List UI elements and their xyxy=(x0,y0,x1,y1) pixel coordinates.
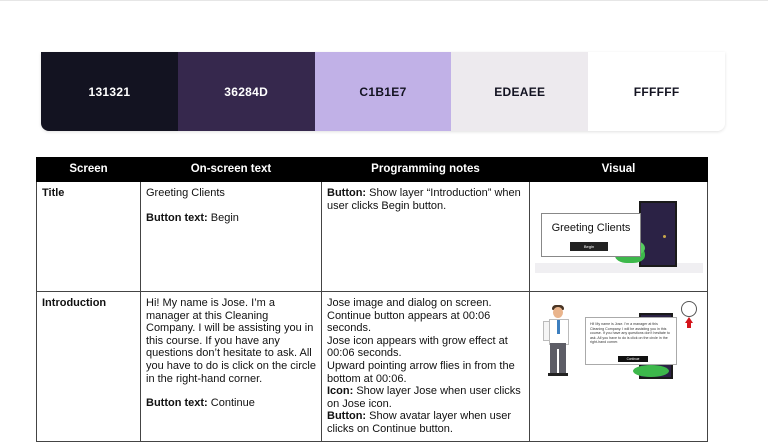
screen-cell xyxy=(37,182,141,292)
visual-cell xyxy=(530,292,708,442)
jose-tie xyxy=(557,320,560,334)
button-text-value: Begin xyxy=(207,211,239,224)
button-note-text: Show avatar layer when user clicks on Continue button. xyxy=(327,410,512,435)
header-onscreen-text: On-screen text xyxy=(141,158,322,182)
palette-swatch xyxy=(315,52,452,131)
screen-name: Introduction xyxy=(42,297,107,309)
button-text-label: Button text: xyxy=(146,397,208,410)
swatch-label: 36284D xyxy=(224,84,269,99)
jose-shoes xyxy=(548,373,568,376)
swatch-label: C1B1E7 xyxy=(359,84,407,99)
icon-note-label: Icon: xyxy=(327,385,354,398)
button-text-line xyxy=(146,212,316,225)
floor-shape xyxy=(535,263,703,273)
thumbnail-continue-button: Continue xyxy=(618,356,648,362)
button-note-label: Button: xyxy=(327,187,367,199)
title-slide-thumbnail xyxy=(535,191,703,273)
header-screen: Screen xyxy=(37,158,141,182)
bush-icon xyxy=(633,365,669,377)
header-programming-notes: Programming notes xyxy=(322,158,530,182)
storyboard-table xyxy=(36,157,708,442)
swatch-label: EDEAEE xyxy=(494,84,546,99)
onscreen-text-cell xyxy=(141,292,322,442)
jose-head xyxy=(553,307,563,318)
programming-notes-cell xyxy=(322,292,530,442)
title-panel xyxy=(541,213,641,257)
jose-legs-gap xyxy=(557,349,559,373)
jose-dialog-box xyxy=(585,317,677,365)
screen-name: Title xyxy=(42,187,65,199)
thumbnail-title: Greeting Clients xyxy=(551,222,631,234)
thumbnail-begin-button: Begin xyxy=(570,242,608,251)
palette-swatch xyxy=(41,52,178,131)
table-row xyxy=(37,292,708,442)
programming-notes-cell xyxy=(322,182,530,292)
color-palette xyxy=(41,52,725,131)
top-divider xyxy=(0,0,768,1)
palette-swatch xyxy=(588,52,725,131)
icon-note-text: Show layer Jose when user clicks on Jose icon. xyxy=(327,385,521,410)
note-line: Jose icon appears with grow effect at 00:06 seconds. xyxy=(327,334,508,360)
jose-avatar-icon xyxy=(681,301,697,317)
note-line: Continue button appears at 00:06 seconds. xyxy=(327,309,491,335)
header-visual: Visual xyxy=(530,158,708,182)
note-line: Jose image and dialog on screen. xyxy=(327,297,492,309)
swatch-label: FFFFFF xyxy=(633,84,680,99)
button-note xyxy=(327,410,524,435)
introduction-slide-thumbnail xyxy=(535,299,703,389)
button-text-line xyxy=(146,397,316,410)
note-line: Upward pointing arrow flies in from the bottom at 00:06. xyxy=(327,359,515,385)
onscreen-text: Hi! My name is Jose. I’m a manager at this Cleaning Company. I will be assisting you in this course. If you have any questions don’t hesitate to ask. All you have to do is click on the circle in the right-hand corner. xyxy=(146,297,316,385)
button-note-label: Button: xyxy=(327,410,367,423)
table-row xyxy=(37,182,708,292)
palette-swatch xyxy=(451,52,588,131)
icon-note xyxy=(327,385,524,410)
button-text-value: Continue xyxy=(207,397,255,410)
button-note-text: Show layer “Introduction” when user clicks Begin button. xyxy=(327,187,521,212)
button-text-label: Button text: xyxy=(146,211,208,224)
palette-swatch xyxy=(178,52,315,131)
onscreen-text-cell xyxy=(141,182,322,292)
up-arrow-stem xyxy=(687,322,691,328)
swatch-label: 131321 xyxy=(88,84,131,99)
screen-cell xyxy=(37,292,141,442)
button-note xyxy=(327,187,524,212)
door-knob-icon xyxy=(663,235,666,238)
visual-cell xyxy=(530,182,708,292)
dialog-text: Hi! My name is Jose. I’m a manager at this Cleaning Company. I will be assisting you in this course. If you have any questions don’t hesitate to ask. All you have to do is click on the circle in the right-hand corner. xyxy=(590,322,670,345)
onscreen-text: Greeting Clients xyxy=(146,187,225,199)
table-header-row xyxy=(37,158,708,182)
